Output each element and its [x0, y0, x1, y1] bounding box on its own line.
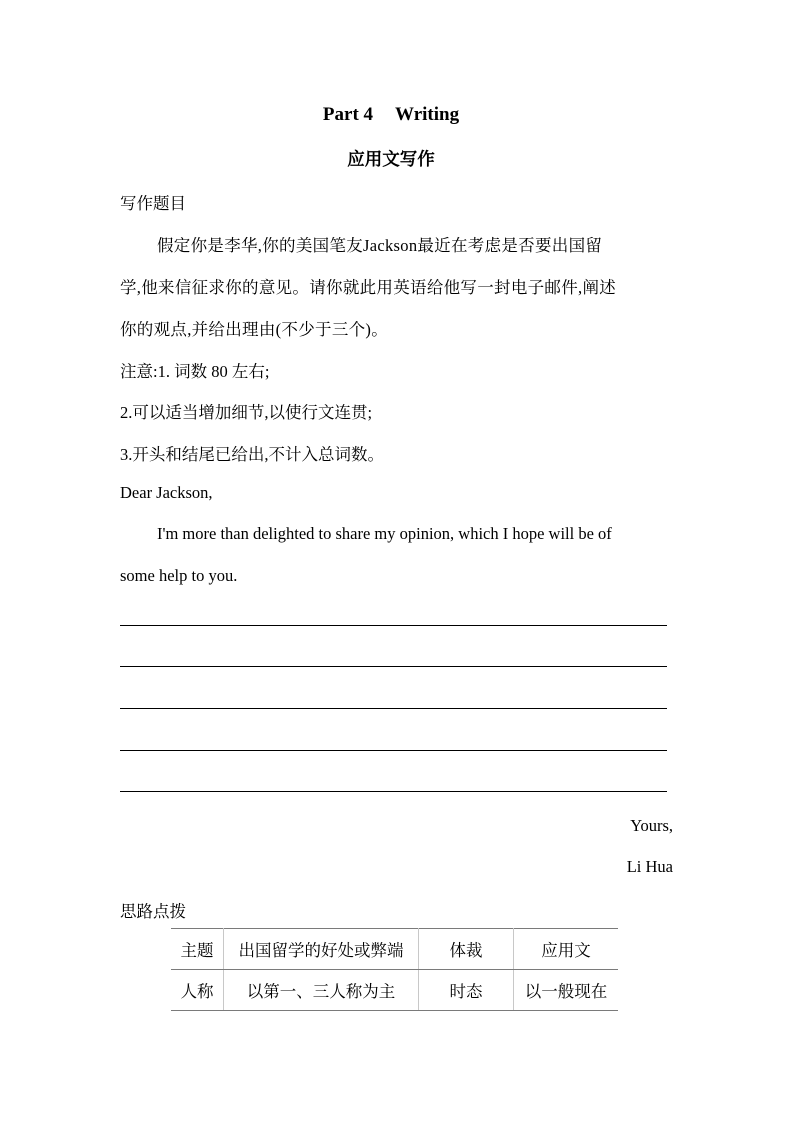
table-cell: 应用文 [514, 929, 619, 970]
part-title [0, 104, 782, 126]
table-cell: 以一般现在 [514, 970, 619, 1011]
letter-signature: Li Hua [626, 857, 673, 876]
table-cell: 以第一、三人称为主 [224, 970, 419, 1011]
part-number: Part 4 [322, 104, 374, 125]
writing-line-4[interactable] [120, 750, 667, 751]
note-1: 注意:1. 词数 80 左右; [120, 362, 270, 381]
letter-opening-line-1: I'm more than delighted to share my opinion, which I hope will be of [157, 524, 612, 543]
table-cell: 体裁 [419, 929, 514, 970]
prompt-line-2: 学,他来信征求你的意见。请你就此用英语给他写一封电子邮件,阐述 [120, 278, 617, 297]
section-name: Writing [395, 104, 460, 125]
prompt-line-1: 假定你是李华,你的美国笔友Jackson最近在考虑是否要出国留 [157, 236, 603, 255]
thinking-label: 思路点拨 [120, 902, 186, 921]
page-subtitle: 应用文写作 [347, 149, 435, 169]
prompt-line-3: 你的观点,并给出理由(不少于三个)。 [120, 320, 389, 339]
writing-line-2[interactable] [120, 666, 667, 667]
writing-line-5[interactable] [120, 791, 667, 792]
table-row [171, 970, 618, 1011]
task-label: 写作题目 [120, 194, 186, 213]
letter-greeting: Dear Jackson, [120, 483, 213, 502]
note-2: 2.可以适当增加细节,以使行文连贯; [120, 403, 373, 422]
letter-opening-line-2: some help to you. [120, 566, 238, 585]
writing-line-3[interactable] [120, 708, 667, 709]
thinking-table [171, 928, 618, 1011]
table-cell: 主题 [171, 929, 224, 970]
table-cell: 出国留学的好处或弊端 [224, 929, 419, 970]
table-row [171, 929, 618, 970]
table-cell: 时态 [419, 970, 514, 1011]
table-cell: 人称 [171, 970, 224, 1011]
note-3: 3.开头和结尾已给出,不计入总词数。 [120, 445, 384, 464]
writing-line-1[interactable] [120, 625, 667, 626]
letter-closing: Yours, [630, 816, 673, 835]
